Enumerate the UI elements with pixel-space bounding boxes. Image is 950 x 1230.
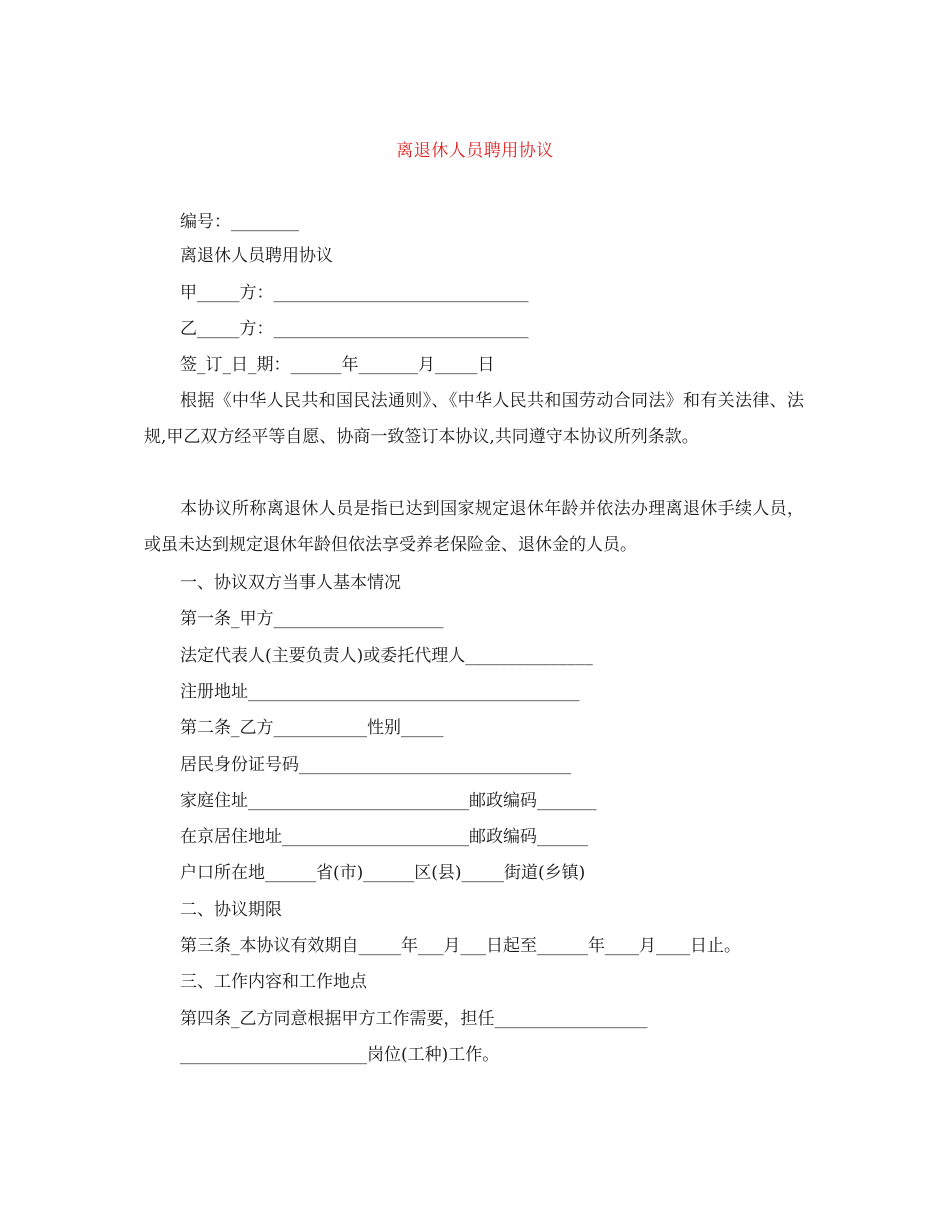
hukou-line: 户口所在地______省(市)______区(县)_____街道(乡镇) [180, 863, 586, 883]
contract-number-line: 编号：________ [180, 212, 299, 232]
article-2-line: 第二条_乙方___________性别_____ [180, 718, 444, 738]
subtitle-line: 离退休人员聘用协议 [180, 246, 333, 266]
article-3-line: 第三条_本协议有效期自_____年___月___日起至______年____月____日止。 [180, 936, 741, 956]
party-b-line: 乙_____方：______________________________ [180, 319, 529, 339]
article-4-line: 第四条_乙方同意根据甲方工作需要，担任__________________ [180, 1009, 648, 1029]
party-a-line: 甲_____方：______________________________ [180, 283, 529, 303]
definition-paragraph: 本协议所称离退休人员是指已达到国家规定退休年龄并依法办理离退休手续人员，或虽未达到规定退休年龄但依法享受养老保险金、退休金的人员。 [144, 499, 804, 555]
section-3-heading: 三、工作内容和工作地点 [180, 972, 367, 992]
section-1-heading: 一、协议双方当事人基本情况 [180, 573, 401, 593]
id-number-line: 居民身份证号码________________________________ [180, 755, 571, 775]
legal-representative-line: 法定代表人(主要负责人)或委托代理人_______________ [180, 646, 593, 666]
sign-date-line: 签_订_日_期：______年_______月_____日 [180, 355, 495, 375]
section-2-heading: 二、协议期限 [180, 900, 282, 920]
beijing-address-line: 在京居住地址______________________邮政编码______ [180, 827, 588, 847]
registered-address-line: 注册地址_______________________________________ [180, 682, 580, 702]
home-address-line: 家庭住址__________________________邮政编码_______ [180, 791, 597, 811]
basis-paragraph: 根据《中华人民共和国民法通则》、《中华人民共和国劳动合同法》和有关法律、法规,甲乙双方经平等自愿、协商一致签订本协议,共同遵守本协议所列条款。 [144, 391, 804, 447]
document-title: 离退休人员聘用协议 [396, 141, 554, 161]
article-4-continued-line: ______________________岗位(工种)工作。 [180, 1045, 500, 1065]
article-1-line: 第一条_甲方____________________ [180, 609, 444, 629]
